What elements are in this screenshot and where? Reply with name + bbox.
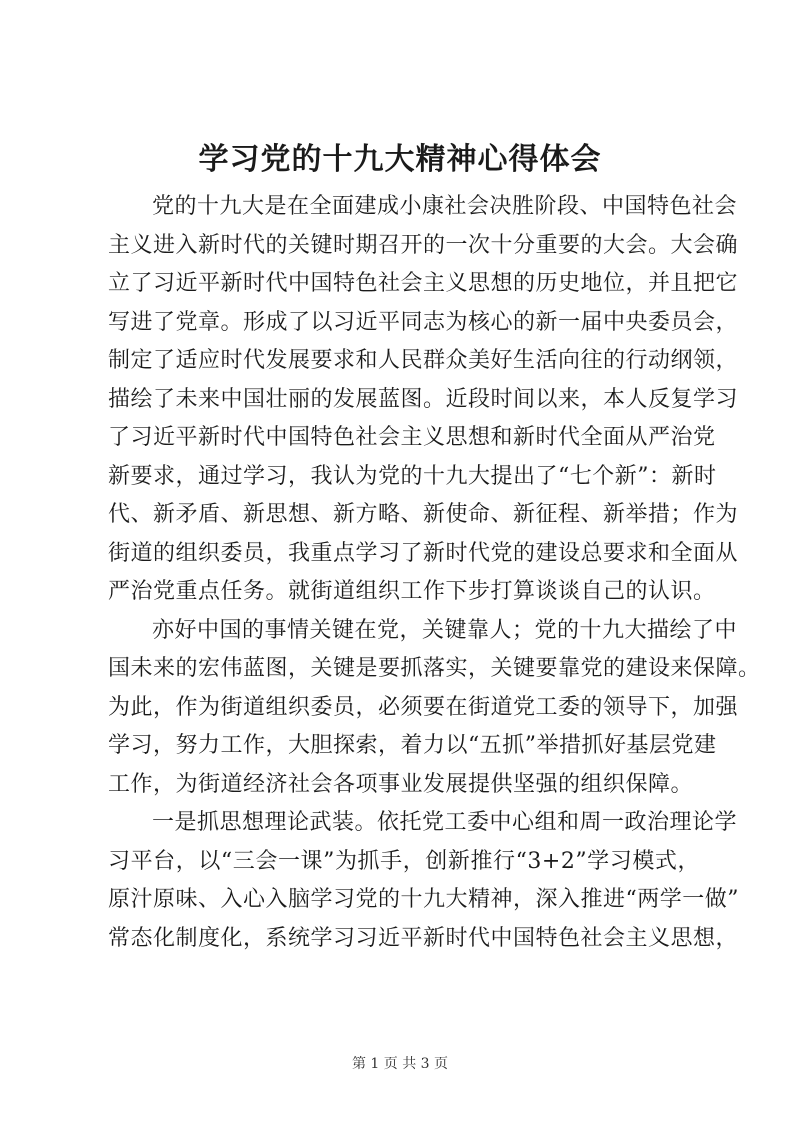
paragraph-line: 描绘了未来中国壮丽的发展蓝图。近段时间以来，本人反复学习 [108,386,739,412]
paragraph-line: 原汁原味、入心入脑学习党的十九大精神，深入推进“两学一做” [108,887,739,912]
paragraph-line: 国未来的宏伟蓝图，关键是要抓落实，关键要靠党的建设来保障。 [108,656,761,681]
paragraph-line: 新要求，通过学习，我认为党的十九大提出了“七个新”：新时 [108,463,717,489]
document-title: 学习党的十九大精神心得体会 [198,142,602,177]
paragraph-line: 主义进入新时代的关键时期召开的一次十分重要的大会。大会确 [108,232,739,258]
paragraph-line: 为此，作为街道组织委员，必须要在街道党工委的领导下，加强 [108,694,739,720]
paragraph-line: 街道的组织委员，我重点学习了新时代党的建设总要求和全面从 [108,540,739,566]
paragraph-line: 党的十九大是在全面建成小康社会决胜阶段、中国特色社会 [152,194,738,219]
paragraph-line: 常态化制度化，系统学习习近平新时代中国特色社会主义思想， [108,925,739,951]
page-footer: 第 1 页 共 3 页 [351,1056,449,1072]
paragraph-line: 代、新矛盾、新思想、新方略、新使命、新征程、新举措；作为 [108,502,739,527]
paragraph-line: 工作，为街道经济社会各项事业发展提供坚强的组织保障。 [108,771,694,797]
paragraph-line: 立了习近平新时代中国特色社会主义思想的历史地位，并且把它 [108,271,739,296]
document-body [108,188,761,958]
paragraph-line: 一是抓思想理论武装。依托党工委中心组和周一政治理论学 [152,810,738,835]
paragraph-line: 习平台，以“三会一课”为抓手，创新推行“3+2”学习模式， [108,848,700,874]
paragraph-line: 写进了党章。形成了以习近平同志为核心的新一届中央委员会， [108,309,739,335]
paragraph-line: 制定了适应时代发展要求和人民群众美好生活向往的行动纲领， [108,348,739,373]
paragraph-line: 学习，努力工作，大胆探索，着力以“五抓”举措抓好基层党建 [108,733,717,758]
paragraph-line: 亦好中国的事情关键在党，关键靠人；党的十九大描绘了中 [152,617,738,643]
paragraph-line: 了习近平新时代中国特色社会主义思想和新时代全面从严治党 [108,425,716,450]
paragraph-line: 严治党重点任务。就街道组织工作下步打算谈谈自己的认识。 [108,579,716,604]
